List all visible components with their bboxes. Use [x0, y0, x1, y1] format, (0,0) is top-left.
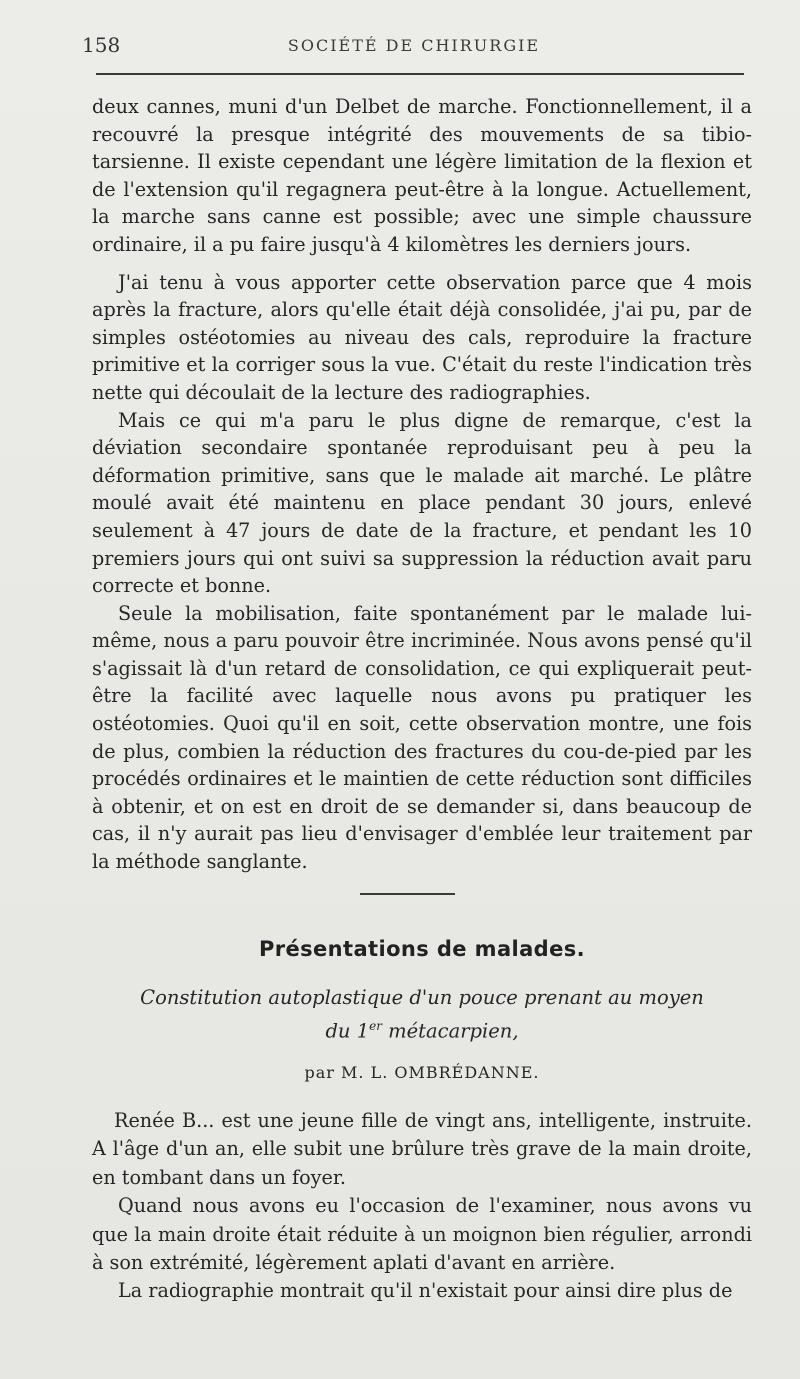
article-title-superscript: er [369, 1019, 382, 1033]
paragraph: Quand nous avons eu l'occasion de l'examiner, nous avons vu que la main droite était réduite à un moignon bien régulier, arrondi à son extrémité, légèrement aplati d'avant en arrière. [92, 1194, 752, 1275]
article-title-line-2 [92, 1012, 752, 1046]
paragraph: J'ai tenu à vous apporter cette observation parce que 4 mois après la fracture, alors qu'elle était déjà consolidée, j'ai pu, par de simples ostéotomies au niveau des cals, reproduire la fracture primitive et la corriger sous la vue. C'était du reste l'indication très nette qui découlait de la lecture des radiographies. [92, 270, 752, 404]
section-title: Présentations de malades. [258, 937, 586, 961]
paragraph-continued: deux cannes, muni d'un Delbet de marche. Fonctionnellement, il a recouvré la presque intégrité des mouvements de sa tibio-tarsienne. Il existe cependant une légère limitation de la flexion et de l'extension qu'il regagnera peut-être à la longue. Actuellement, la marche sans canne est possible; avec une simple chaussure ordinaire, il a pu faire jusqu'à 4 kilomètres les derniers jours. [92, 95, 752, 256]
running-head: SOCIÉTÉ DE CHIRURGIE [287, 36, 541, 55]
header-rule [96, 73, 744, 75]
article-author: par M. L. OMBRÉDANNE. [304, 1063, 540, 1082]
page-header [82, 33, 746, 63]
paragraph: Renée B... est une jeune fille de vingt ans, intelligente, instruite. A l'âge d'un an, elle subit une brûlure très grave de la main droite, en tombant dans un foyer. [92, 1109, 752, 1189]
page-number: 158 [82, 33, 121, 57]
article-title-pre: du 1 [325, 1019, 370, 1043]
article-title [92, 984, 752, 1046]
paragraph: Mais ce qui m'a paru le plus digne de remarque, c'est la déviation secondaire spontanée reproduisant peu à peu la déformation primitive, sans que le malade ait marché. Le plâtre moulé avait été maintenu en place pendant 30 jours, enlevé seulement à 47 jours de date de la fracture, et pendant les 10 premiers jours qui ont suivi sa suppression la réduction avait paru correcte et bonne. [92, 408, 752, 598]
article-body [92, 1107, 752, 1306]
section-divider [360, 893, 455, 895]
paragraph: La radiographie montrait qu'il n'existait pour ainsi dire plus de [118, 1279, 733, 1303]
article-title-line-1: Constitution autoplastique d'un pouce prenant au moyen [140, 986, 704, 1009]
article-title-post: métacarpien, [381, 1019, 519, 1043]
body-text [92, 93, 752, 876]
paragraph: Seule la mobilisation, faite spontanément par le malade lui-même, nous a paru pouvoir être incriminée. Nous avons pensé qu'il s'agissait là d'un retard de consolidation, ce qui expliquerait peut-être la facilité avec laquelle nous avons pu pratiquer les ostéotomies. Quoi qu'il en soit, cette observation montre, une fois de plus, combien la réduction des fractures du cou-de-pied par les procédés ordinaires et le maintien de cette réduction sont difficiles à obtenir, et on est en droit de se demander si, dans beaucoup de cas, il n'y aurait pas lieu d'envisager d'emblée leur traitement par la méthode sanglante. [92, 601, 752, 874]
